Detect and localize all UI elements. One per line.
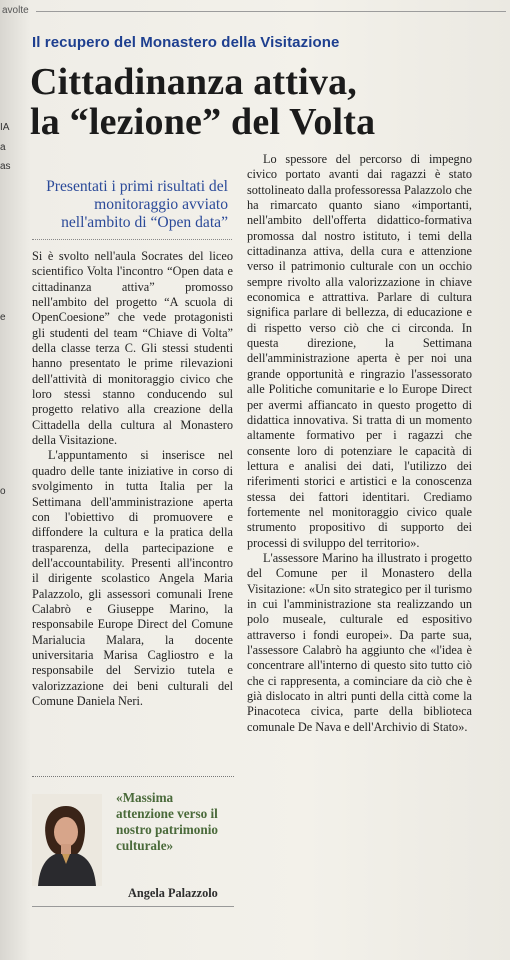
article-kicker: Il recupero del Monastero della Visitazione xyxy=(32,34,340,51)
margin-fragment: IA xyxy=(0,122,10,133)
body-paragraph: L'appuntamento si inserisce nel quadro delle tante iniziative in corso di svolgimento in tutta Italia per la Settimana dell'amministrazione aperta con l'obiettivo di promuovere e diffondere la cultura e la pratica della trasparenza, della partecipazione e dell'accountability. Presenti all'incontro il dirigente scolastico Angela Maria Palazzolo, gli assessori comunali Irene Calabrò e Giuseppe Marino, la responsabile Europe Direct del Comune Marialucia Malara, la docente universitaria Marisa Cagliostro e la responsabile del Servizio tutela e valorizzazione dei beni culturali del Comune Daniela Neri. xyxy=(32,448,233,708)
quote-divider-bottom xyxy=(32,906,234,907)
quote-divider-top xyxy=(32,776,234,777)
portrait-image xyxy=(32,794,102,886)
article-title xyxy=(30,62,500,142)
body-paragraph: Si è svolto nell'aula Socrates del liceo scientifico Volta l'incontro “Open data e cittadinanza attiva” promosso nell'ambito del progetto “A scuola di OpenCoesione” che vede protagonisti gli studenti del team “Chiave di Volta” della classe terza C. Gli stessi studenti hanno presentato le prime rilevazioni dell'attività di monitoraggio civico che loro stessi stanno conducendo sul progetto relativo alla creazione della Cittadella della cultura al Monastero della Visitazione. xyxy=(32,249,233,448)
article-subtitle: Presentati i primi risultati del monitoraggio avviato nell'ambito di “Open data” xyxy=(46,178,228,231)
body-paragraph: Lo spessore del percorso di impegno civico portato avanti dai ragazzi è stato sottolineato dalla professoressa Palazzolo che ha rimarcato quanto siano «importanti, nell'ambito dell'offerta didattico-formativa promossa dal nostro istituto, i temi della cittadinanza attiva, della cura e attenzione verso il patrimonio culturale con un occhio sempre rivolto alla valorizzazione in chiave economica e attrattiva. Parlare di cultura significa parlare di bellezza, di educazione e di rispetto verso ciò che ci circonda. In questa direzione, la Settimana dell'amministrazione aperta è per noi una grande opportunità e ringrazio l'assessorato alle Politiche comunitarie e lo Europe Direct per avermi affiancato in questo progetto di didattica innovativa. Si tratta di un momento altamente formativo per i ragazzi che consente loro di potenziare le capacità di lettura e analisi dei dati, l'utilizzo dei riferimenti storici e artistici e la conoscenza stessa dei fattori identitari. Crediamo fortemente nel monitoraggio civico quale strumento propositivo di supporto dei processi di sviluppo del territorio». xyxy=(247,152,472,550)
margin-fragment: a xyxy=(0,142,6,153)
pull-quote-text: «Massima attenzione verso il nostro patrimonio culturale» xyxy=(116,790,218,853)
margin-fragment: e xyxy=(0,312,6,323)
margin-fragment: o xyxy=(0,486,6,497)
subtitle-divider xyxy=(32,239,232,240)
pull-quote-author: Angela Palazzolo xyxy=(128,886,218,900)
author-photo xyxy=(32,794,102,886)
pull-quote xyxy=(32,790,234,900)
top-rule xyxy=(36,11,506,12)
article-column-left xyxy=(32,249,233,709)
page-section-label: avolte xyxy=(2,5,29,16)
title-line-2: la “lezione” del Volta xyxy=(30,101,376,143)
body-paragraph: L'assessore Marino ha illustrato i progetto del Comune per il Monastero della Visitazione: «Un sito strategico per il turismo in cui l'amministrazione sta realizzando un polo museale, culturale ed espositivo attraverso i fondi europei». Da parte sua, l'assessore Calabrò ha aggiunto che «l'idea è concentrare all'interno di questo sito tutto ciò che ci rappresenta, a cominciare da ciò che è già dislocato in altri punti della città come la Pinacoteca civica, parte della biblioteca comunale De Nava e dell'Archivio di Stato». xyxy=(247,550,472,734)
title-line-1: Cittadinanza attiva, xyxy=(30,61,357,103)
article-column-right xyxy=(247,152,472,735)
margin-fragment: as xyxy=(0,161,11,172)
